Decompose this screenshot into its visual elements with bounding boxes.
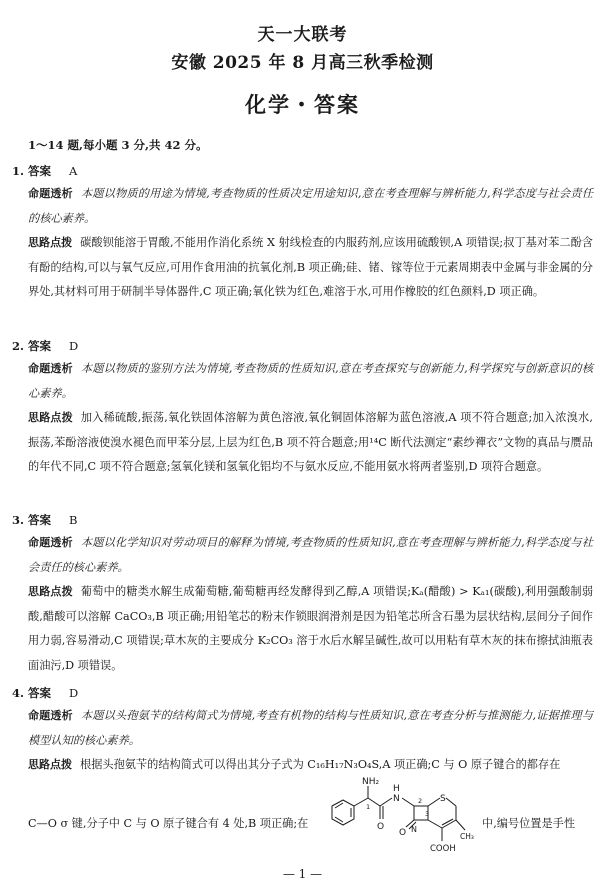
exam-name-title: 安徽 2025 年 8 月高三秋季检测	[171, 53, 434, 73]
question-number: 4.	[12, 686, 25, 700]
analysis-label: 命题透析	[28, 709, 73, 722]
analysis-label: 命题透析	[28, 187, 73, 200]
page-number: — 1 —	[282, 867, 323, 881]
carbonyl-o1-label: O	[377, 822, 385, 832]
question-number: 1.	[12, 164, 25, 178]
answer-value: A	[69, 164, 78, 178]
question-number: 2.	[12, 339, 25, 353]
analysis-text: 本题以头孢氨苄的结构简式为情境,考查有机物的结构与性质知识,意在考查分析与推测能力,证据推理与模型认知的核心素养。	[28, 709, 594, 747]
analysis-text: 本题以物质的鉴别方法为情境,考查物质的性质知识,意在考查探究与创新能力,科学探究与创新意识的核心素养。	[28, 362, 594, 400]
question-2-analysis	[28, 357, 593, 406]
analysis-text: 本题以化学知识对劳动项目的解释为情境,考查物质的性质知识,意在考查理解与辨析能力,科学态度与社会责任的核心素养。	[28, 536, 594, 574]
question-4-analysis	[28, 704, 593, 753]
tips-label: 思路点拨	[28, 758, 72, 771]
question-3-answer	[12, 512, 78, 528]
tips-text: 碳酸钡能溶于胃酸,不能用作消化系统 X 射线检查的内服药剂,应该用硫酸钡,A 项错误;叔丁基对苯二酚含有酚的结构,可以与氧气反应,可用作食用油的抗氧化剂,B 项正确;硅、锗、镓等位于元素周期表中金属与非金属的分界处,其材料可用于研制半导体器件,C 项正确;氧化铁为红色,难溶于水,可用作橡胶的红色颜料,D 项正确。	[28, 236, 593, 299]
analysis-text: 本题以物质的用途为情境,考查物质的性质决定用途知识,意在考查理解与辨析能力,科学态度与社会责任的核心素养。	[28, 187, 594, 225]
tips-label: 思路点拨	[28, 411, 73, 424]
amide-h-label: H	[393, 784, 400, 794]
chiral-number-1: 1	[366, 803, 371, 811]
chiral-number-2: 2	[418, 797, 423, 805]
answer-value: D	[69, 686, 79, 700]
question-number: 3.	[12, 513, 25, 527]
tips-label: 思路点拨	[28, 236, 73, 249]
ch3-label: CH₃	[460, 832, 474, 841]
analysis-label: 命题透析	[28, 362, 73, 375]
question-4-tips	[28, 753, 593, 778]
question-3-analysis	[28, 531, 593, 580]
question-1-answer	[12, 163, 77, 179]
section-intro: 1～14 题,每小题 3 分,共 42 分。	[28, 138, 208, 152]
question-1-tips	[28, 231, 593, 305]
question-2-answer	[12, 338, 78, 354]
question-4-tips-after-structure: 中,编号位置是手性	[482, 817, 576, 830]
tips-text: 根据头孢氨苄的结构简式可以得出其分子式为 C₁₆H₁₇N₃O₄S,A 项正确;C 与 O 原子键合的都存在	[80, 758, 561, 771]
answer-value: D	[69, 339, 79, 353]
carbonyl-o2-label: O	[399, 828, 407, 838]
answer-value: B	[69, 513, 78, 527]
answer-label: 答案	[28, 686, 52, 700]
question-1-analysis	[28, 182, 593, 231]
tips-text: 加入稀硫酸,振荡,氧化铁固体溶解为黄色溶液,氧化铜固体溶解为蓝色溶液,A 项不符合题意;加入浓溴水,振荡,苯酚溶液使溴水褪色而甲苯分层,上层为红色,B 项不符合题意;用¹⁴C 断代法测定“素纱襌衣”文物的真品与赝品的年代不同,C 项不符合题意;氢氧化镁和氢氧化铝均不与氨水反应,不能用氨水将两者鉴别,D 项符合题意。	[28, 411, 593, 474]
amide-n-label: N	[393, 794, 400, 804]
lactam-n-label: N	[411, 825, 417, 834]
exam-org-title: 天一大联考	[257, 25, 348, 45]
tips-label: 思路点拨	[28, 585, 73, 598]
subject-title: 化学・答案	[245, 92, 360, 117]
question-3-tips	[28, 580, 593, 678]
question-4-answer	[12, 685, 78, 701]
nh2-label: NH₂	[362, 777, 380, 787]
chiral-number-3: 3	[425, 810, 430, 818]
answer-label: 答案	[28, 339, 52, 353]
cooh-label: COOH	[430, 844, 456, 854]
answer-label: 答案	[28, 513, 52, 527]
answer-label: 答案	[28, 164, 52, 178]
question-4-tips-continued: C—O σ 键,分子中 C 与 O 原子键合有 4 处,B 项正确;在	[28, 817, 309, 830]
sulfur-label: S	[440, 794, 446, 804]
tips-text: 葡萄中的糖类水解生成葡萄糖,葡萄糖再经发酵得到乙醇,A 项错误;Kₐ(醋酸) > Kₐ₁(碳酸),利用强酸制弱酸,醋酸可以溶解 CaCO₃,B 项正确;用铅笔芯的粉末作锁眼润滑剂是因为铅笔芯所含石墨为层状结构,层间分子间作用力弱,容易滑动,C 项错误;草木灰的主要成分 K₂CO₃ 溶于水后水解呈碱性,故可以用粘有草木灰的抹布擦拭油瓶表面油污,D 项错误。	[28, 585, 594, 672]
question-2-tips	[28, 406, 593, 480]
analysis-label: 命题透析	[28, 536, 73, 549]
